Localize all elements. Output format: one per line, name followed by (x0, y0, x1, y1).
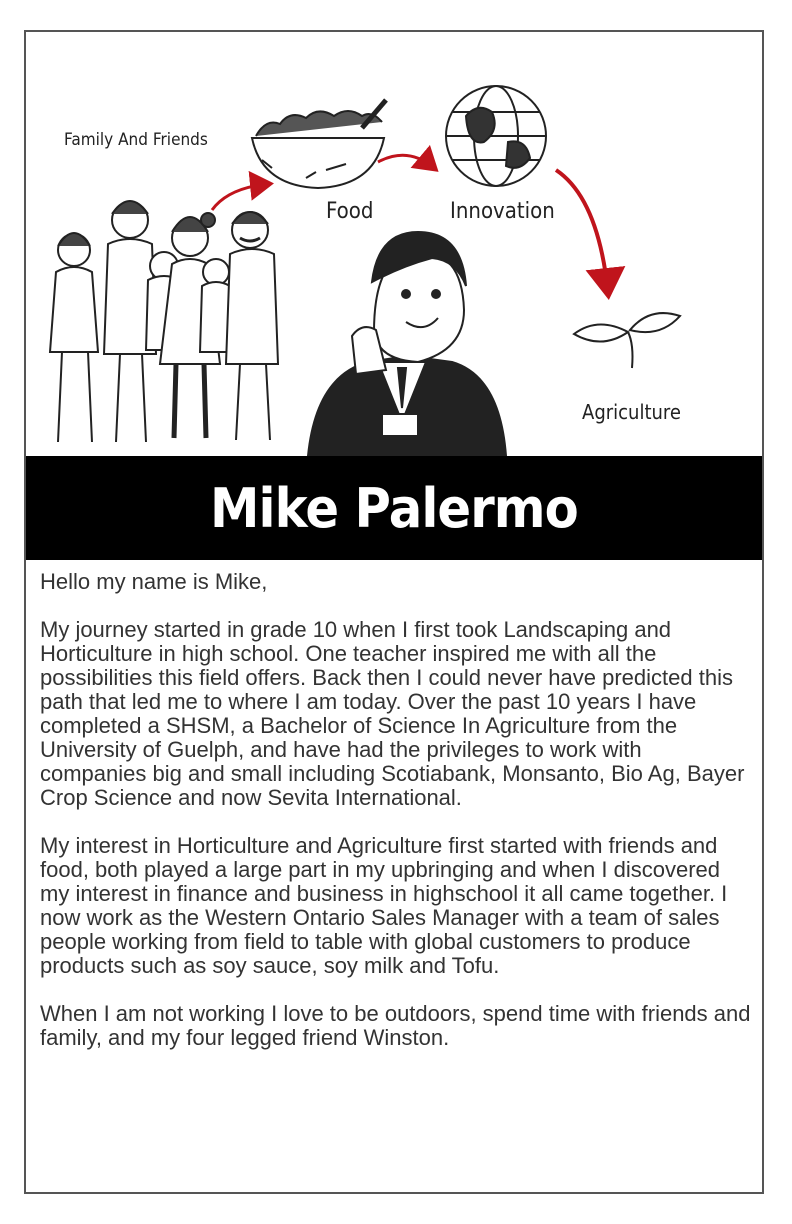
globe-icon (446, 86, 546, 186)
sprout-icon (574, 313, 680, 368)
illustration-drawing (26, 32, 762, 456)
arrow-icon (212, 184, 268, 210)
bio-paragraph: My interest in Horticulture and Agriculture first started with friends and food, both played a large part in my upbringing and when I discovered my interest in finance and business in highschool it all came together. I now work as the Western Ontario Sales Manager with a team of sales people working from field to table with global customers to produce products such as soy sauce, soy milk and Tofu. (40, 833, 728, 978)
salad-bowl-icon (252, 100, 386, 188)
profile-card (24, 30, 764, 1194)
family-label: Family And Friends (64, 130, 208, 150)
arrow-icon (556, 170, 608, 292)
arrow-icon (378, 155, 434, 168)
agriculture-label: Agriculture (582, 400, 681, 424)
page-title: Mike Palermo (210, 476, 578, 540)
bio-paragraph: My journey started in grade 10 when I first took Landscaping and Horticulture in high school. One teacher inspired me with all the possibilities this field offers. Back then I could never have predicted this path that led me to where I am today. Over the past 10 years I have completed a SHSM, a Bachelor of Science In Agriculture from the University of Guelph, and have had the privileges to work with companies big and small including Scotiabank, Monsanto, Bio Ag, Bayer Crop Science and now Sevita International. (40, 617, 745, 810)
innovation-label: Innovation (450, 199, 555, 224)
name-banner (26, 456, 762, 560)
bio-paragraph: Hello my name is Mike, (40, 569, 268, 594)
businessman-icon (308, 232, 506, 456)
bio-text (40, 570, 752, 1074)
food-label: Food (326, 199, 374, 224)
people-group-icon (50, 201, 278, 442)
journey-illustration (26, 32, 762, 456)
bio-paragraph: When I am not working I love to be outdoors, spend time with friends and family, and my four legged friend Winston. (40, 1001, 751, 1050)
